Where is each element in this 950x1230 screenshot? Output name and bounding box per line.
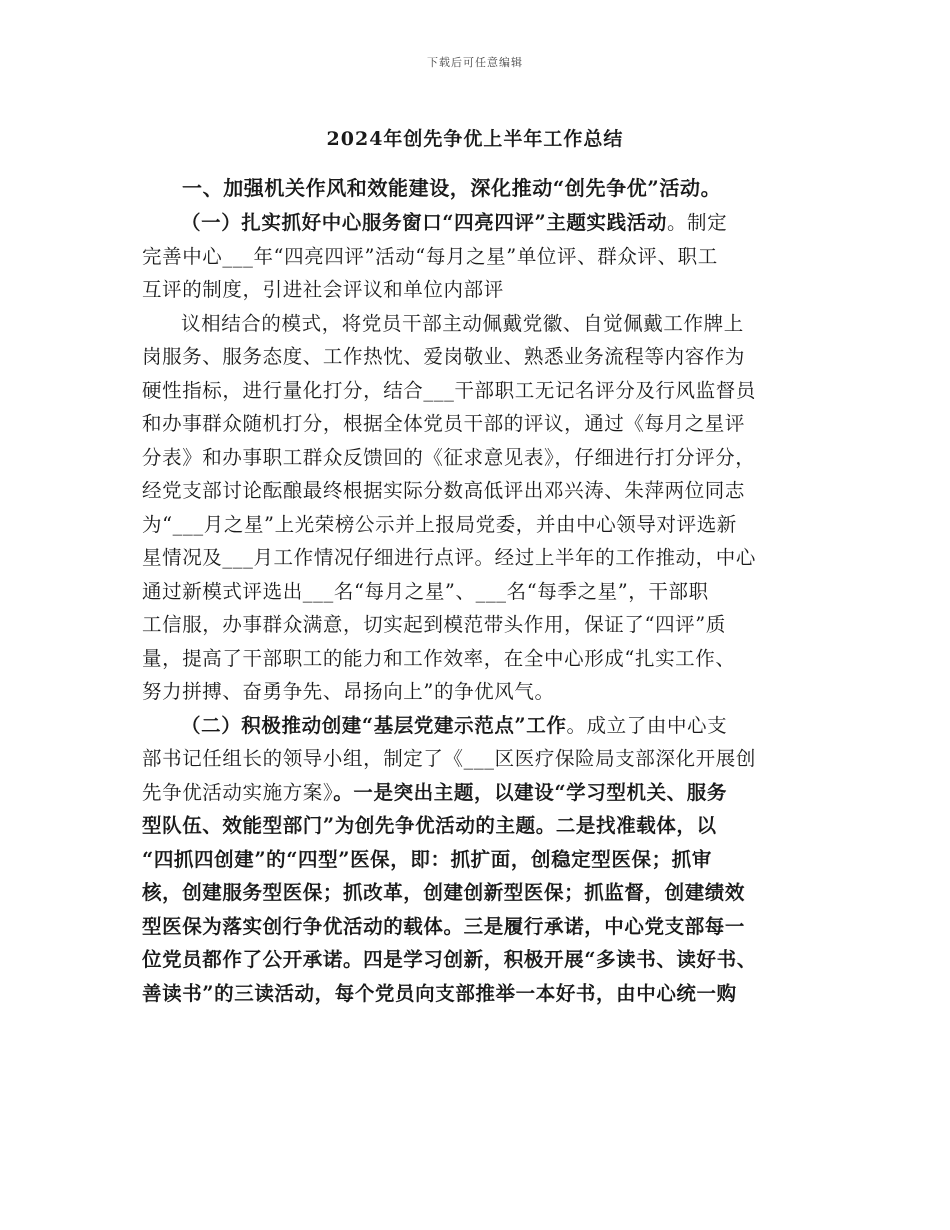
body-line: 为“___月之星”上光荣榜公示并上报局党委，并由中心领导对评选新 (142, 512, 737, 536)
item2-first-line (142, 709, 822, 743)
page-header: 下载后可任意编辑 (427, 56, 523, 69)
bold-line: 型医保为落实创行争优活动的载体。三是履行承诺，中心党支部每一 (142, 914, 746, 938)
bold-line: 型队伍、效能型部门”为创先争优活动的主题。二是找准载体，以 (142, 814, 717, 837)
body-line: 工信服，办事群众满意，切实起到模范带头作用，保证了“四评”质 (142, 613, 726, 636)
body-line: 努力拼搏、奋勇争先、昂扬向上”的争优风气。 (142, 680, 555, 703)
bold-line: 位党员都作了公开承诺。四是学习创新，积极开展“多读书、读好书、 (142, 948, 757, 971)
body-line (142, 776, 822, 810)
body-line: 完善中心___年“四亮四评”活动“每月之星”单位评、群众评、职工 (142, 244, 718, 268)
bold-line: 核，创建服务型医保；抓改革，创建创新型医保；抓监督，创建绩效 (142, 881, 746, 904)
bold-line: 善读书”的三读活动，每个党员向支部推举一本好书，由中心统一购 (142, 981, 737, 1005)
item2-heading-tail: 。成立了由中心支 (566, 713, 728, 737)
body-line: 硬性指标，进行量化打分，结合___干部职工无记名评分及行风监督员 (142, 378, 756, 402)
body-text: 先争优活动实施方案》 (142, 780, 334, 804)
item1-heading: （一）扎实抓好中心服务窗口“四亮四评”主题实践活动 (181, 211, 667, 234)
bold-text: 。一是突出主题，以建设“学习型机关、服务 (333, 780, 727, 804)
document-body (142, 170, 822, 1010)
body-line: 量，提高了干部职工的能力和工作效率，在全中心形成“扎实工作、 (142, 646, 736, 670)
item2-heading: （二）积极推动创建“基层党建示范点”工作 (181, 713, 567, 737)
paragraph-start: 议相结合的模式，将党员干部主动佩戴党徽、自觉佩戴工作牌上 (181, 311, 744, 335)
bold-line: “四抓四创建”的“四型”医保，即：抓扩面，创稳定型医保；抓审 (142, 847, 712, 871)
document-title: 2024年创先争优上半年工作总结 (326, 128, 624, 150)
body-line: 通过新模式评选出___名“每月之星”、___名“每季之星”，干部职 (142, 579, 709, 603)
body-line: 分表》和办事职工群众反馈回的《征求意见表》，仔细进行打分评分， (142, 445, 756, 469)
body-line: 和办事群众随机打分，根据全体党员干部的评议，通过《每月之星评 (142, 412, 746, 435)
body-line: 岗服务、服务态度、工作热忱、爱岗敬业、熟悉业务流程等内容作为 (142, 345, 746, 368)
item1-heading-tail: 。制定 (666, 211, 728, 234)
section-heading-1: 一、加强机关作风和效能建设，深化推动“创先争优”活动。 (182, 176, 722, 200)
body-line: 互评的制度，引进社会评议和单位内部评 (142, 278, 504, 301)
item1-first-line (142, 206, 822, 240)
body-line: 星情况及___月工作情况仔细进行点评。经过上半年的工作推动，中心 (142, 546, 756, 569)
body-line: 经党支部讨论酝酿最终根据实际分数高低评出邓兴涛、朱萍两位同志 (142, 479, 746, 502)
body-line: 部书记任组长的领导小组，制定了《___区医疗保险局支部深化开展创 (142, 747, 756, 770)
